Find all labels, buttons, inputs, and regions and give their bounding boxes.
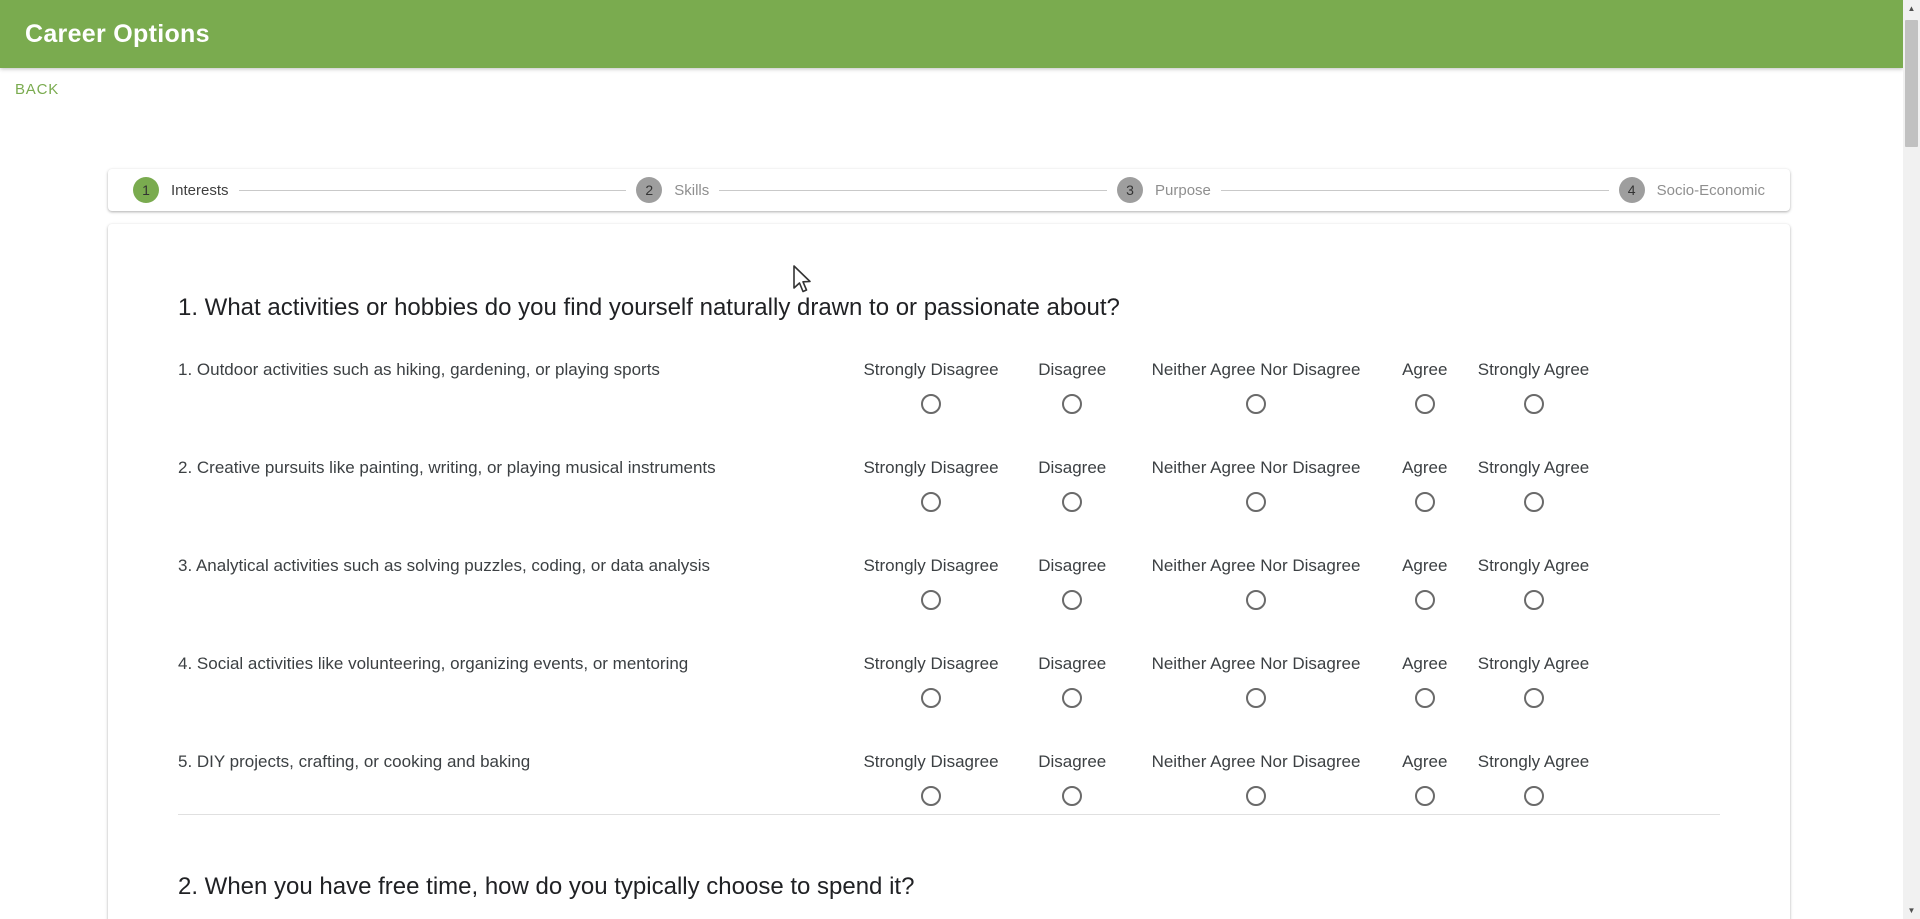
likert-option-strongly-agree — [1471, 652, 1596, 708]
likert-option-neither — [1134, 554, 1379, 610]
step-circle-4: 4 — [1619, 177, 1645, 203]
likert-options — [851, 652, 1596, 708]
option-label: Strongly Disagree — [863, 752, 999, 772]
likert-option-neither — [1134, 652, 1379, 708]
option-label: Strongly Agree — [1477, 752, 1590, 772]
radio-strongly-disagree[interactable] — [921, 590, 941, 610]
option-label: Disagree — [1038, 360, 1107, 380]
likert-row-1 — [178, 358, 1720, 414]
likert-option-strongly-agree — [1471, 358, 1596, 414]
likert-option-agree — [1395, 456, 1455, 512]
likert-option-strongly-disagree — [851, 358, 1011, 414]
radio-agree[interactable] — [1415, 786, 1435, 806]
section-divider — [178, 814, 1720, 815]
likert-option-neither — [1134, 456, 1379, 512]
likert-option-disagree — [1027, 554, 1117, 610]
option-label: Neither Agree Nor Disagree — [1151, 752, 1361, 772]
likert-option-agree — [1395, 652, 1455, 708]
stepper — [108, 169, 1790, 211]
option-label: Disagree — [1038, 654, 1107, 674]
radio-disagree[interactable] — [1062, 590, 1082, 610]
radio-strongly-agree[interactable] — [1524, 394, 1544, 414]
option-label: Disagree — [1038, 458, 1107, 478]
stepper-step-skills[interactable] — [636, 177, 709, 203]
radio-strongly-agree[interactable] — [1524, 492, 1544, 512]
app-header — [0, 0, 1903, 68]
option-label: Strongly Agree — [1477, 360, 1590, 380]
likert-option-strongly-disagree — [851, 554, 1011, 610]
scrollbar-thumb[interactable] — [1905, 20, 1918, 147]
step-circle-1: 1 — [133, 177, 159, 203]
likert-option-strongly-disagree — [851, 750, 1011, 806]
radio-disagree[interactable] — [1062, 394, 1082, 414]
likert-option-disagree — [1027, 652, 1117, 708]
likert-option-neither — [1134, 358, 1379, 414]
likert-option-agree — [1395, 358, 1455, 414]
option-label: Disagree — [1038, 556, 1107, 576]
radio-strongly-disagree[interactable] — [921, 394, 941, 414]
likert-option-disagree — [1027, 750, 1117, 806]
option-label: Strongly Disagree — [863, 556, 999, 576]
option-label: Agree — [1402, 654, 1448, 674]
option-label: Strongly Agree — [1477, 556, 1590, 576]
radio-neither[interactable] — [1246, 688, 1266, 708]
likert-item-label: 5. DIY projects, crafting, or cooking and baking — [178, 752, 531, 772]
step-label-purpose: Purpose — [1155, 181, 1211, 199]
radio-disagree[interactable] — [1062, 492, 1082, 512]
radio-strongly-disagree[interactable] — [921, 786, 941, 806]
option-label: Neither Agree Nor Disagree — [1151, 556, 1361, 576]
radio-strongly-disagree[interactable] — [921, 688, 941, 708]
step-label-skills: Skills — [674, 181, 710, 199]
likert-row-4 — [178, 652, 1720, 708]
stepper-step-interests[interactable] — [133, 177, 229, 203]
stepper-connector — [239, 190, 627, 191]
radio-strongly-disagree[interactable] — [921, 492, 941, 512]
radio-neither[interactable] — [1246, 492, 1266, 512]
radio-agree[interactable] — [1415, 492, 1435, 512]
option-label: Agree — [1402, 556, 1448, 576]
option-label: Agree — [1402, 752, 1448, 772]
likert-options — [851, 750, 1596, 806]
question-area — [108, 292, 1790, 904]
questionnaire-card — [108, 224, 1790, 919]
option-label: Neither Agree Nor Disagree — [1151, 360, 1361, 380]
radio-agree[interactable] — [1415, 590, 1435, 610]
likert-option-strongly-agree — [1471, 750, 1596, 806]
likert-item-label: 3. Analytical activities such as solving puzzles, coding, or data analysis — [178, 556, 710, 576]
option-label: Strongly Disagree — [863, 458, 999, 478]
stepper-step-purpose[interactable] — [1117, 177, 1211, 203]
radio-strongly-agree[interactable] — [1524, 688, 1544, 708]
radio-neither[interactable] — [1246, 394, 1266, 414]
radio-agree[interactable] — [1415, 688, 1435, 708]
back-button[interactable]: BACK — [15, 81, 60, 98]
radio-disagree[interactable] — [1062, 688, 1082, 708]
radio-neither[interactable] — [1246, 590, 1266, 610]
option-label: Neither Agree Nor Disagree — [1151, 654, 1361, 674]
likert-item-label: 4. Social activities like volunteering, organizing events, or mentoring — [178, 654, 689, 674]
radio-strongly-agree[interactable] — [1524, 590, 1544, 610]
option-label: Agree — [1402, 458, 1448, 478]
likert-option-agree — [1395, 750, 1455, 806]
option-label: Disagree — [1038, 752, 1107, 772]
radio-disagree[interactable] — [1062, 786, 1082, 806]
option-label: Strongly Disagree — [863, 360, 999, 380]
likert-option-agree — [1395, 554, 1455, 610]
radio-neither[interactable] — [1246, 786, 1266, 806]
likert-option-strongly-agree — [1471, 554, 1596, 610]
scroll-down-icon[interactable]: ▼ — [1907, 906, 1916, 915]
stepper-card — [108, 169, 1790, 211]
likert-item-label: 2. Creative pursuits like painting, writing, or playing musical instruments — [178, 458, 716, 478]
vertical-scrollbar[interactable] — [1903, 0, 1920, 919]
likert-options — [851, 358, 1596, 414]
likert-row-2 — [178, 456, 1720, 512]
likert-option-disagree — [1027, 456, 1117, 512]
step-label-socio-economic: Socio-Economic — [1656, 181, 1766, 199]
step-circle-2: 2 — [636, 177, 662, 203]
page-title: Career Options — [25, 19, 210, 48]
likert-option-strongly-agree — [1471, 456, 1596, 512]
scroll-up-icon[interactable]: ▲ — [1907, 4, 1916, 13]
likert-option-neither — [1134, 750, 1379, 806]
stepper-connector — [1221, 190, 1609, 191]
option-label: Strongly Agree — [1477, 654, 1590, 674]
likert-options — [851, 554, 1596, 610]
likert-row-5 — [178, 750, 1720, 806]
likert-option-strongly-disagree — [851, 652, 1011, 708]
stepper-step-socio-economic[interactable] — [1619, 177, 1765, 203]
stepper-connector — [719, 190, 1107, 191]
step-label-interests: Interests — [171, 181, 229, 199]
likert-option-disagree — [1027, 358, 1117, 414]
likert-option-strongly-disagree — [851, 456, 1011, 512]
likert-options — [851, 456, 1596, 512]
step-circle-3: 3 — [1117, 177, 1143, 203]
likert-row-3 — [178, 554, 1720, 610]
option-label: Neither Agree Nor Disagree — [1151, 458, 1361, 478]
option-label: Strongly Disagree — [863, 654, 999, 674]
question-1-title: 1. What activities or hobbies do you find yourself naturally drawn to or passionate about? — [178, 294, 1120, 321]
radio-agree[interactable] — [1415, 394, 1435, 414]
likert-item-label: 1. Outdoor activities such as hiking, gardening, or playing sports — [178, 360, 660, 380]
option-label: Strongly Agree — [1477, 458, 1590, 478]
radio-strongly-agree[interactable] — [1524, 786, 1544, 806]
question-2-title: 2. When you have free time, how do you typically choose to spend it? — [178, 873, 915, 901]
option-label: Agree — [1402, 360, 1448, 380]
